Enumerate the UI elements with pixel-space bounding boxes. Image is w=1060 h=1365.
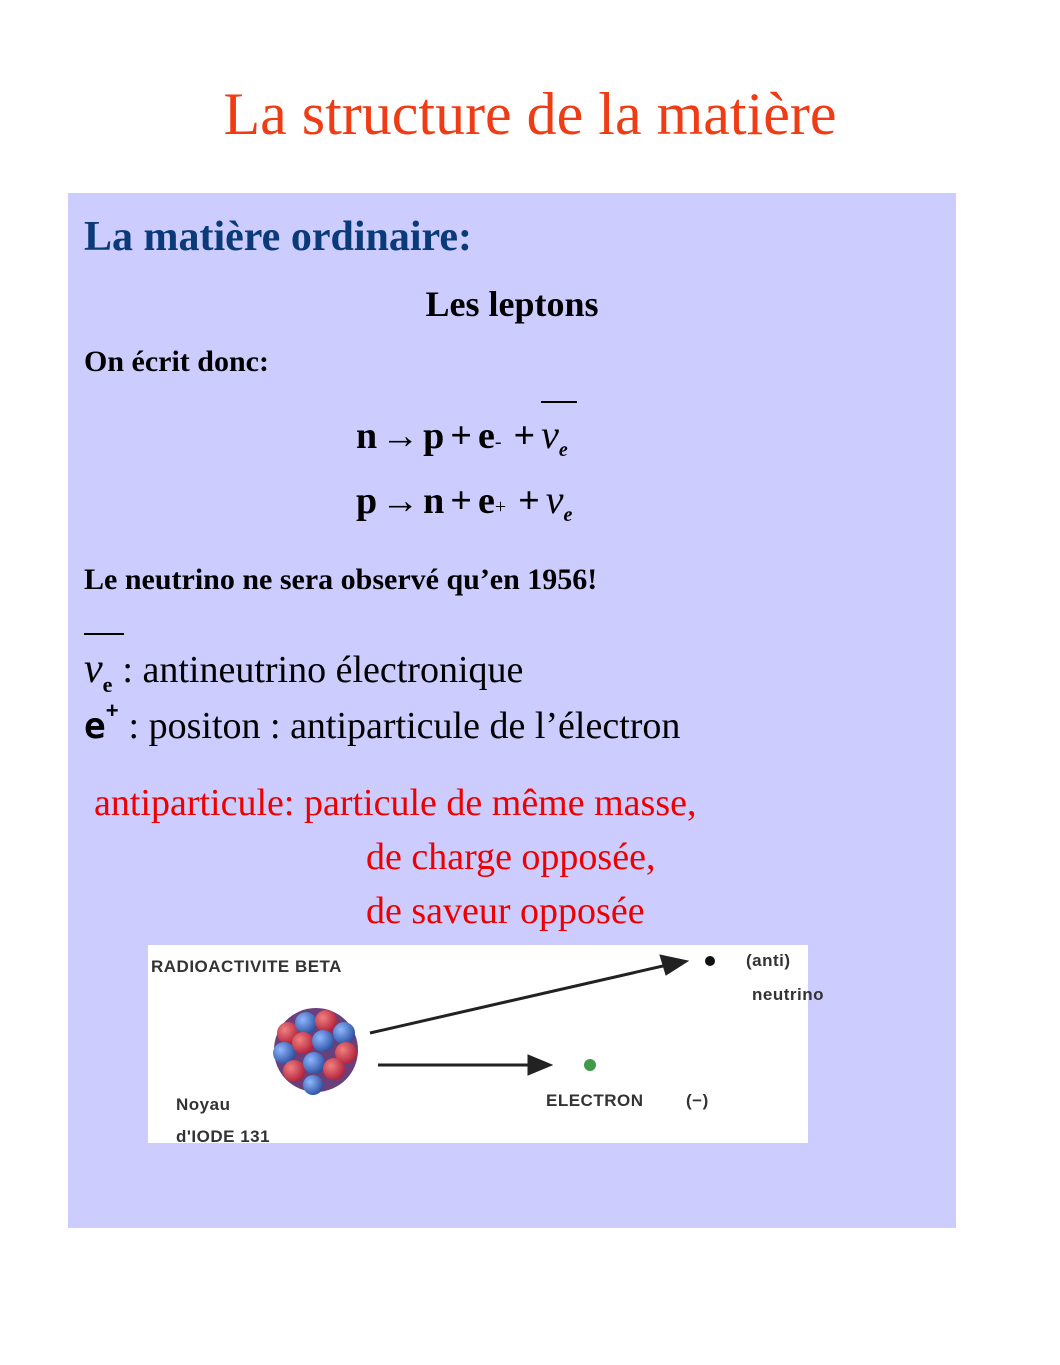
positron-legend-symbol: e+ bbox=[84, 698, 119, 747]
antineutrino-legend-symbol: $\nu_e$ bbox=[84, 646, 113, 697]
charge-superscript: - bbox=[494, 431, 502, 453]
legend-text: : positon : antiparticule de l’électron bbox=[128, 705, 681, 747]
definition-line: antiparticule: particule de même masse, bbox=[94, 782, 697, 824]
nucleus-icon bbox=[273, 1008, 358, 1095]
content-panel bbox=[68, 193, 956, 1228]
nucleus-label: Noyau bbox=[176, 1095, 231, 1114]
plus-sign: + bbox=[450, 480, 472, 522]
equation-lhs: p bbox=[356, 480, 378, 522]
legend-positron bbox=[84, 698, 680, 748]
positron-symbol: e bbox=[477, 480, 495, 522]
definition-line: de charge opposée, bbox=[366, 836, 656, 878]
electron-label: ELECTRON bbox=[546, 1091, 644, 1110]
legend-text: : antineutrino électronique bbox=[122, 649, 524, 691]
plus-sign: + bbox=[450, 415, 472, 457]
electron-arrow bbox=[378, 1055, 552, 1075]
electron-charge-label: (−) bbox=[686, 1091, 709, 1110]
plus-sign: + bbox=[518, 480, 540, 522]
equation-product: n bbox=[423, 480, 445, 522]
neutrino-symbol: $\nu_e$ bbox=[545, 477, 573, 526]
arrow-symbol: → bbox=[381, 480, 420, 522]
anti-label: (anti) bbox=[746, 951, 791, 970]
antiparticle-definition bbox=[94, 776, 696, 938]
slide-title: La structure de la matière bbox=[223, 81, 837, 147]
equation-lhs: n bbox=[356, 415, 378, 457]
neutrino-arrow bbox=[370, 955, 688, 1033]
neutrino-particle-dot bbox=[705, 956, 715, 966]
beta-minus-equation bbox=[356, 411, 568, 462]
neutrino-note: Le neutrino ne sera observé qu’en 1956! bbox=[84, 563, 598, 596]
beta-radioactivity-figure bbox=[148, 945, 824, 1146]
nucleus-label: d'IODE 131 bbox=[176, 1127, 271, 1146]
beta-plus-equation bbox=[356, 476, 572, 527]
neutrino-label: neutrino bbox=[752, 985, 824, 1004]
electron-particle-dot bbox=[584, 1059, 596, 1071]
section-title: La matière ordinaire: bbox=[84, 214, 473, 260]
equation-product: p bbox=[423, 415, 445, 457]
plus-sign: + bbox=[513, 415, 536, 457]
antineutrino-symbol: $\nu_e$ bbox=[541, 412, 568, 461]
arrow-symbol: → bbox=[381, 415, 420, 457]
figure-title: RADIOACTIVITE BETA bbox=[151, 957, 342, 976]
flavor-subscript: e bbox=[558, 439, 568, 461]
legend-antineutrino bbox=[84, 645, 523, 698]
intro-text: On écrit donc: bbox=[84, 345, 269, 378]
subtitle: Les leptons bbox=[425, 284, 599, 324]
flavor-subscript: e bbox=[563, 504, 573, 526]
definition-line: de saveur opposée bbox=[366, 890, 645, 932]
charge-superscript: + bbox=[494, 496, 507, 518]
electron-symbol: e bbox=[477, 415, 495, 457]
